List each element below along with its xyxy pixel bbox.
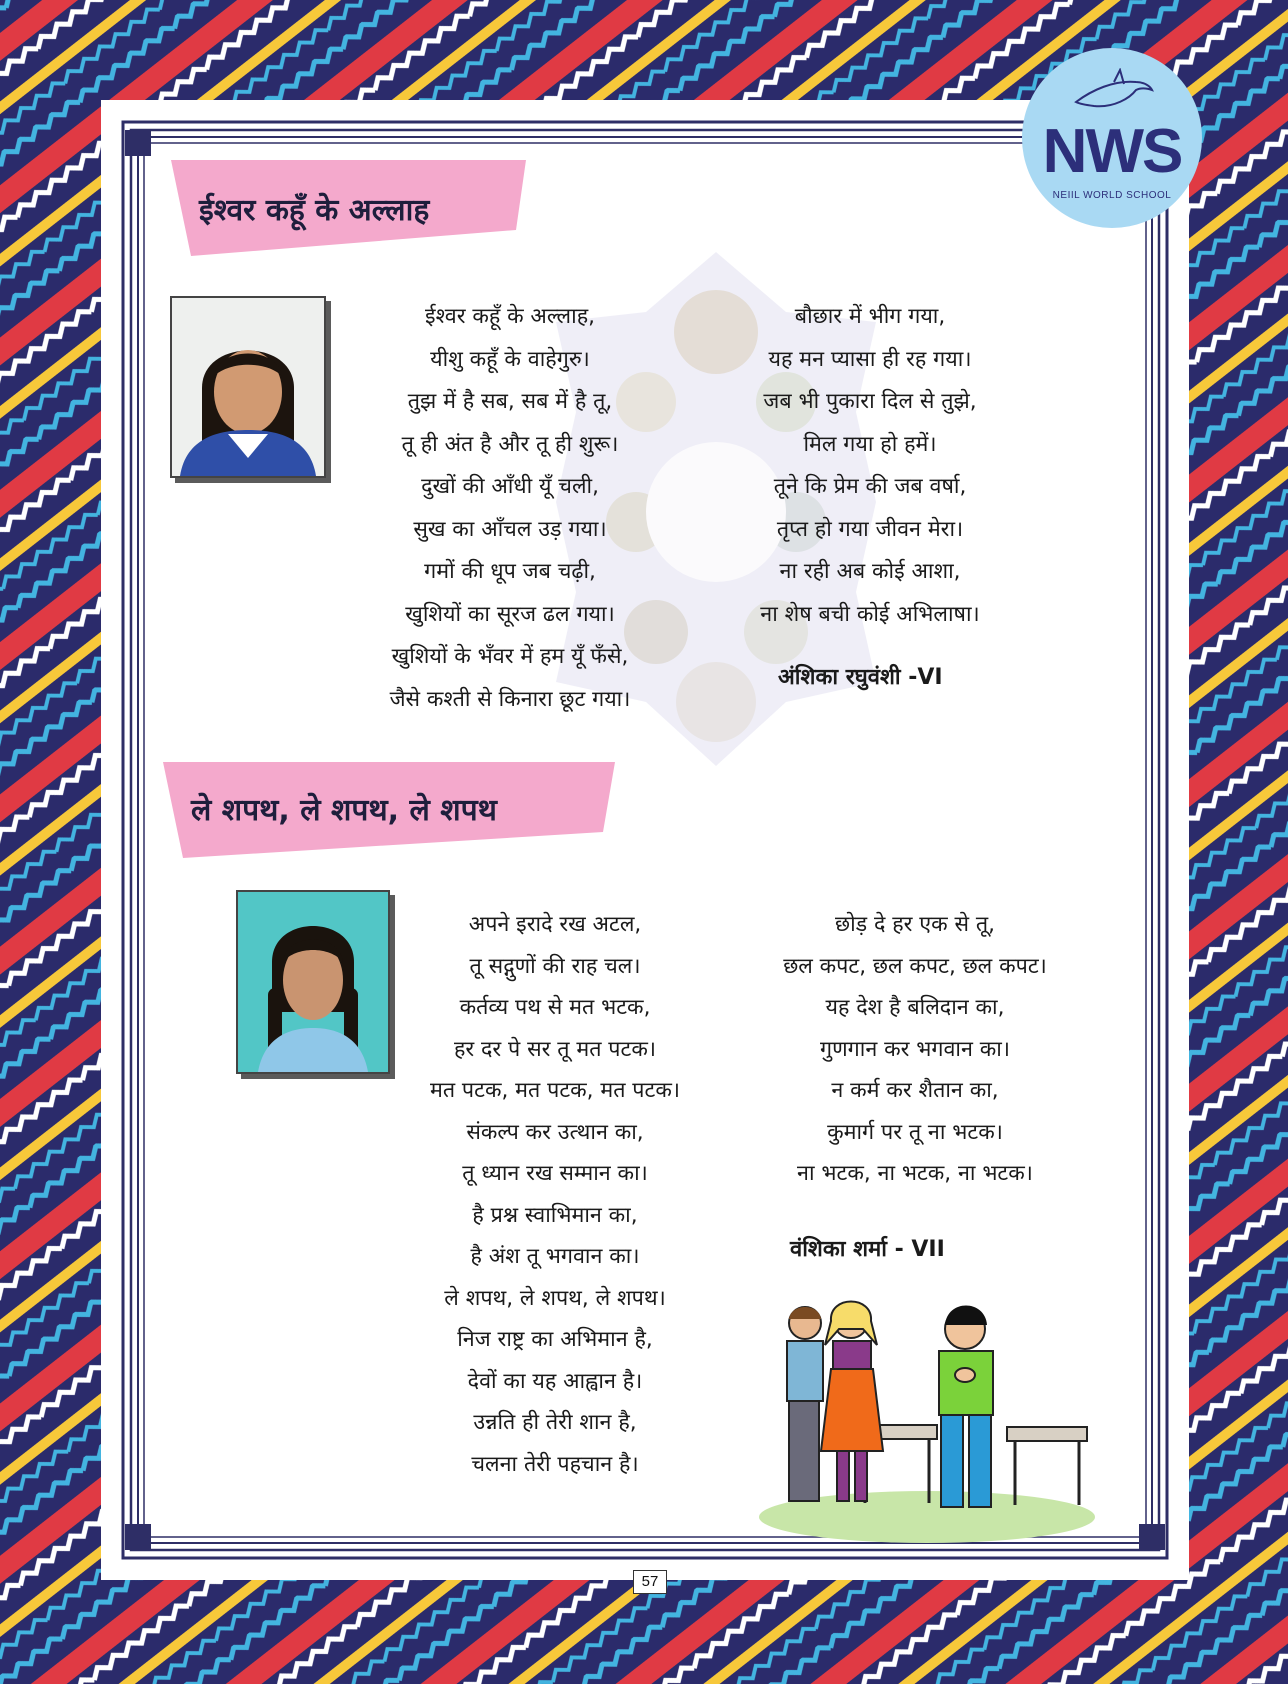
poem-line: मत पटक, मत पटक, मत पटक। [429, 1078, 680, 1103]
poem-line: संकल्प कर उत्थान का, [466, 1119, 644, 1145]
poem1-column1 [340, 296, 680, 721]
poem-line: ले शपथ, ले शपथ, ले शपथ। [444, 1285, 666, 1311]
poem-line: छल कपट, छल कपट, छल कपट। [783, 953, 1047, 979]
poem-line: खुशियों के भँवर में हम यूँ फँसे, [391, 644, 629, 669]
poem-line: देवों का यह आह्वान है। [467, 1368, 643, 1394]
children-pledge-illustration [757, 1285, 1097, 1547]
poem-line: सुख का आँचल उड़ गया। [413, 516, 607, 542]
poem-line: गमों की धूप जब चढ़ी, [424, 559, 596, 584]
poem-line: तू ध्यान रख सम्मान का। [462, 1161, 648, 1186]
poem-line: तू सद्गुणों की राह चल। [469, 953, 641, 979]
poem2-title: ले शपथ, ले शपथ, ले शपथ [191, 793, 497, 828]
poem-line: तूने कि प्रेम की जब वर्षा, [773, 474, 967, 499]
poem-line: कुमार्ग पर तू ना भटक। [827, 1119, 1003, 1145]
poem-line: जब भी पुकारा दिल से तुझे, [763, 389, 977, 414]
poem-line: तृप्त हो गया जीवन मेरा। [776, 516, 964, 542]
poem-line: छोड़ दे हर एक से तू, [835, 912, 995, 937]
poem1-title: ईश्वर कहूँ के अल्लाह [199, 193, 430, 228]
poem-line: गुणगान कर भगवान का। [820, 1036, 1010, 1062]
poem2-column1 [385, 904, 725, 1485]
poem-line: दुखों की आँधी यूँ चली, [421, 474, 599, 499]
poem-line: न कर्म कर शैतान का, [831, 1078, 999, 1103]
poem-line: खुशियों का सूरज ढल गया। [405, 601, 615, 627]
poem-line: यह मन प्यासा ही रह गया। [768, 346, 972, 372]
poem-line: जैसे कश्ती से किनारा छूट गया। [389, 686, 631, 712]
poem-line: है अंश तू भगवान का। [470, 1244, 640, 1269]
logo-school-name: NEIIL WORLD SCHOOL [1052, 190, 1172, 201]
school-logo [1022, 48, 1202, 228]
dolphin-icon [1074, 68, 1154, 112]
poem-line: ईश्वर कहूँ के अल्लाह, [425, 304, 595, 329]
poem2-column2 [730, 904, 1100, 1195]
poem2-author: वंशिका शर्मा - VII [790, 1237, 945, 1262]
poem-line: तू ही अंत है और तू ही शुरू। [401, 431, 619, 457]
poem-line: यह देश है बलिदान का, [825, 995, 1005, 1020]
poem-line: है प्रश्न स्वाभिमान का, [472, 1202, 638, 1228]
page-number: 57 [633, 1570, 667, 1594]
author2-photo [236, 890, 390, 1074]
author1-photo [170, 296, 326, 478]
poem-line: निज राष्ट्र का अभिमान है, [457, 1327, 653, 1352]
poem-line: ना भटक, ना भटक, ना भटक। [797, 1161, 1033, 1186]
poem-line: मिल गया हो हमें। [803, 431, 937, 457]
poem-line: तुझ में है सब, सब में है तू, [407, 389, 613, 414]
poem1-author: अंशिका रघुवंशी -VI [778, 665, 943, 690]
poem-line: हर दर पे सर तू मत पटक। [453, 1036, 657, 1062]
poem2-title-banner [163, 762, 615, 858]
poem-line: बौछार में भीग गया, [794, 304, 946, 329]
logo-abbreviation: NWS [1042, 117, 1182, 186]
poem1-column2 [700, 296, 1040, 636]
poem-line: ना रही अब कोई आशा, [779, 559, 961, 584]
poem-line: कर्तव्य पथ से मत भटक, [459, 995, 651, 1020]
poem-line: अपने इरादे रख अटल, [468, 912, 642, 937]
poem-line: उन्नति ही तेरी शान है, [473, 1410, 637, 1435]
poem-line: ना शेष बची कोई अभिलाषा। [760, 601, 980, 627]
poem1-title-banner [171, 160, 526, 256]
poem-line: चलना तेरी पहचान है। [471, 1451, 639, 1477]
poem-line: यीशु कहूँ के वाहेगुरु। [430, 346, 590, 372]
